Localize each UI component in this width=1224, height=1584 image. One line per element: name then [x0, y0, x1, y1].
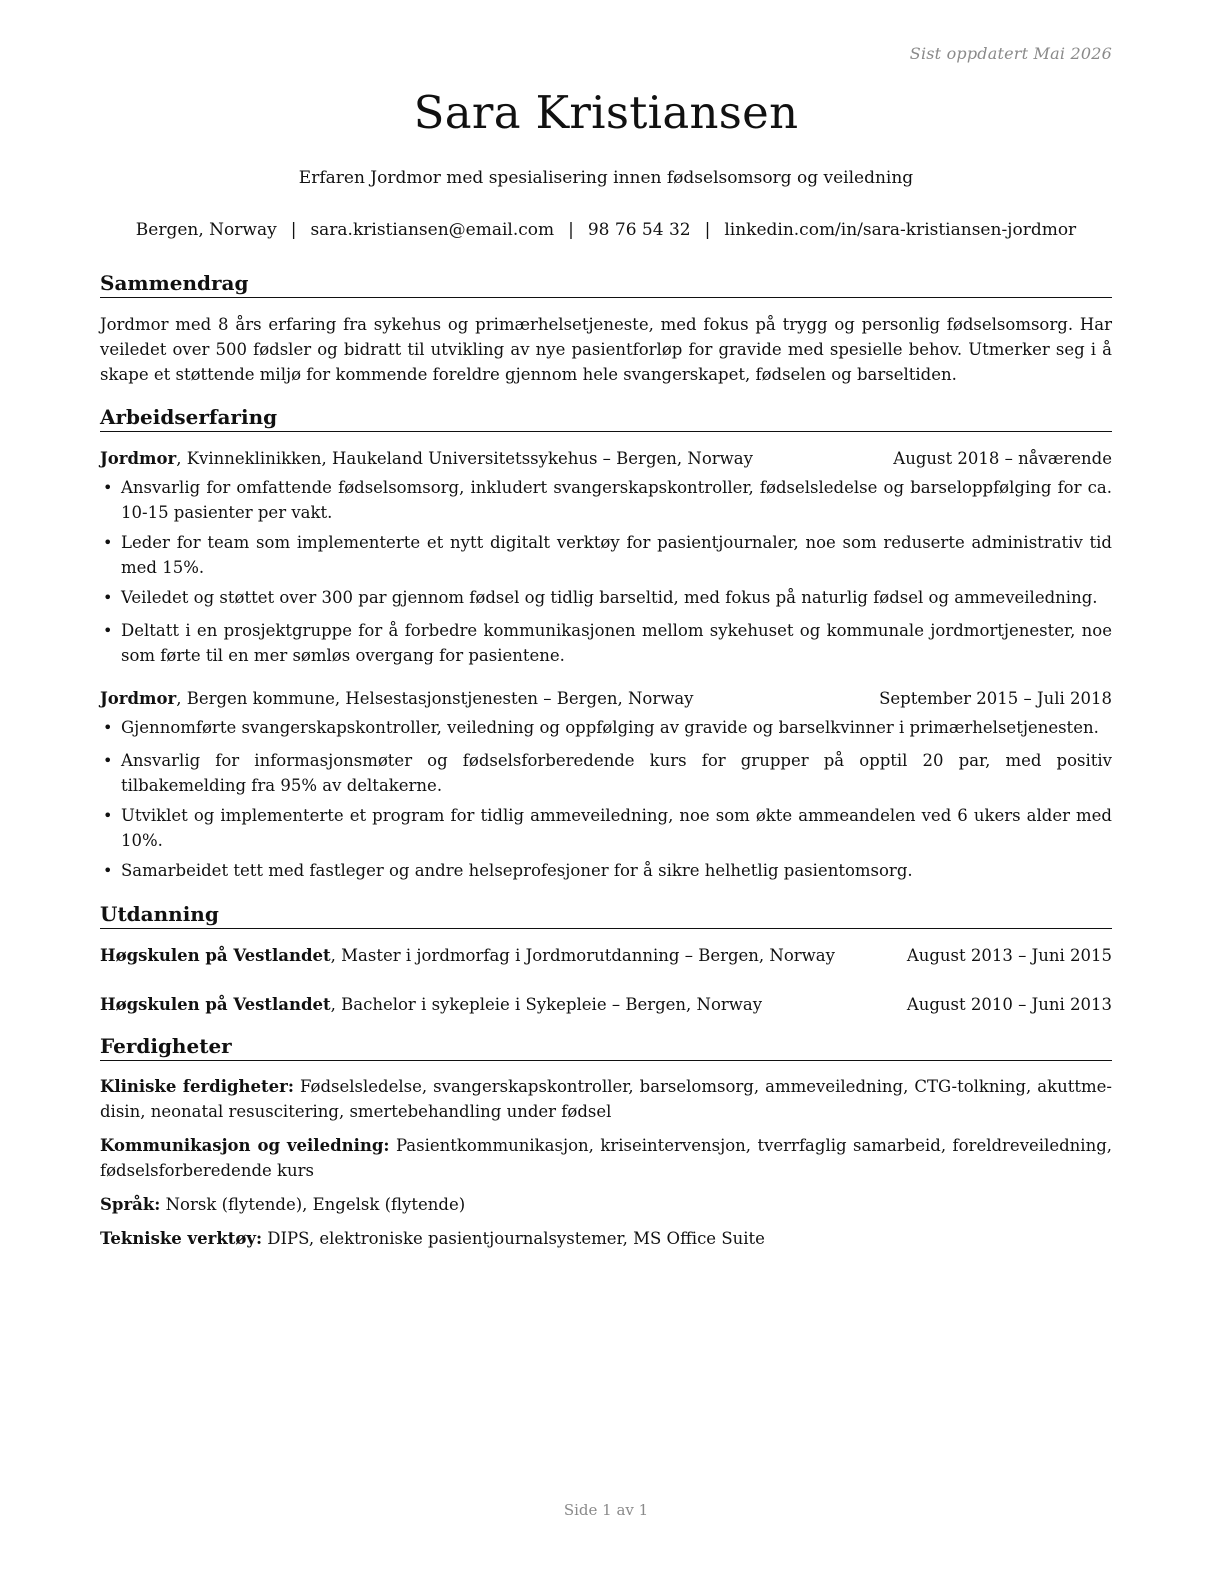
job-position — [100, 686, 872, 711]
section-title-experience: Arbeidserfaring — [100, 404, 1112, 432]
education-school: Høgskulen på Vestlandet — [100, 995, 331, 1014]
job-bullet: • Gjennomførte svangerskapskontroller, veiledning og oppfølging av gravide og barselkvinner i primærhelsetjenesten. — [100, 715, 1112, 740]
job-entry — [100, 446, 1112, 668]
education-program — [100, 992, 762, 1017]
education-dates: August 2010 – Juni 2013 — [906, 995, 1112, 1014]
job-entry — [100, 686, 1112, 883]
skill-value: Pasientkommunikasjon, kriseintervensjon, tverrfaglig samarbeid, foreldreveiledning, fødselsforberedende kurs — [100, 1136, 1113, 1180]
job-bullet: • Ansvarlig for informasjonsmøter og fødselsforberedende kurs for grupper på opptil 20 par, med positiv tilbakemelding fra 95% av deltakerne. — [100, 748, 1112, 798]
job-bullets — [100, 475, 1112, 668]
last-updated: Sist oppdatert Mai 2026 — [909, 44, 1112, 63]
contact-separator: | — [568, 220, 574, 240]
job-title: Jordmor — [100, 449, 177, 468]
skills-list — [100, 1074, 1112, 1251]
contact-phone: 98 76 54 32 — [587, 220, 691, 240]
skill-label: Språk: — [100, 1195, 161, 1214]
summary-text: Jordmor med 8 års erfaring fra sykehus og primærhelsetjeneste, med fokus på trygg og personlig fødselsomsorg. Har veiledet over 500 fødsler og bidratt til utvikling av nye pasientforløp for gravide med spesielle behov. Utmerker seg i å skape et støttende miljø for kommende foreldre gjennom hele svangerskapet, fødselen og barseltiden. — [100, 315, 1112, 384]
candidate-name: Sara Kristiansen — [413, 86, 799, 139]
job-employer: , Bergen kommune, Helsestasjonstjenesten – Bergen, Norway — [176, 689, 694, 708]
education-dates: August 2013 – Juni 2015 — [906, 946, 1112, 965]
contact-line — [100, 220, 1112, 240]
section-title-skills: Ferdigheter — [100, 1033, 1112, 1061]
skill-label: Kliniske ferdigheter: — [100, 1077, 294, 1096]
job-bullet: • Leder for team som implementerte et nytt digitalt verktøy for pasientjournaler, noe som reduserte administrativ tid med 15%. — [100, 530, 1112, 580]
contact-separator: | — [290, 220, 297, 240]
job-bullet: • Utviklet og implementerte et program for tidlig ammeveiledning, noe som økte ammeandelen ved 6 ukers alder med 10%. — [100, 803, 1112, 853]
skill-label: Tekniske verktøy: — [100, 1229, 263, 1248]
contact-email[interactable]: sara.kristiansen@email.com — [310, 220, 555, 240]
resume-content — [100, 270, 1112, 1260]
job-bullet: • Veiledet og støttet over 300 par gjennom fødsel og tidlig barseltid, med fokus på naturlig fødsel og ammeveiledning. — [100, 585, 1112, 610]
job-bullet: • Ansvarlig for omfattende fødselsomsorg, inkludert svangerskapskontroller, fødselsledelse og barseloppfølging for ca. 10-15 pasienter per vakt. — [100, 475, 1112, 525]
job-employer: , Kvinneklinikken, Haukeland Universitetssykehus – Bergen, Norway — [176, 449, 753, 468]
skill-group — [100, 1226, 1112, 1251]
section-title-education: Utdanning — [100, 901, 1112, 929]
education-school: Høgskulen på Vestlandet — [100, 946, 331, 965]
job-dates: September 2015 – Juli 2018 — [879, 689, 1112, 708]
education-program — [100, 943, 835, 968]
skill-value: DIPS, elektroniske pasientjournalsystemer, MS Office Suite — [262, 1229, 765, 1248]
skill-group — [100, 1074, 1112, 1124]
skill-group — [100, 1192, 1112, 1217]
skill-label: Kommunikasjon og veiledning: — [100, 1136, 390, 1155]
resume-page — [100, 0, 1112, 1584]
contact-separator: | — [704, 220, 711, 240]
education-degree: , Master i jordmorfag i Jordmorutdanning – Bergen, Norway — [330, 946, 835, 965]
job-bullet: • Deltatt i en prosjektgruppe for å forbedre kommunikasjonen mellom sykehuset og kommunale jordmortjenester, noe som førte til en mer sømløs overgang for pasientene. — [100, 618, 1112, 668]
skill-value: Fødselsledelse, svangerskapskontroller, barselomsorg, ammeveiledning, CTG-tolkning, akuttmedisin, neonatal resuscitering, smertebehandling under fødsel — [100, 1077, 1112, 1121]
skill-group — [100, 1133, 1112, 1183]
job-bullets — [100, 715, 1112, 883]
section-title-summary: Sammendrag — [100, 270, 1112, 298]
job-position — [100, 446, 893, 471]
skill-value: Norsk (flytende), Engelsk (flytende) — [160, 1195, 466, 1214]
headline: Erfaren Jordmor med spesialisering innen fødselsomsorg og veiledning — [298, 168, 914, 188]
education-entry — [100, 992, 1112, 1017]
contact-location: Bergen, Norway — [135, 220, 277, 240]
job-header — [100, 446, 1112, 471]
job-header — [100, 686, 1112, 711]
page-number: Side 1 av 1 — [563, 1501, 649, 1519]
job-title: Jordmor — [100, 689, 177, 708]
contact-linkedin[interactable]: linkedin.com/in/sara-kristiansen-jordmor — [724, 220, 1077, 240]
job-bullet: • Samarbeidet tett med fastleger og andre helseprofesjoner for å sikre helhetlig pasientomsorg. — [100, 858, 1112, 883]
education-entry — [100, 943, 1112, 968]
education-degree: , Bachelor i sykepleie i Sykepleie – Bergen, Norway — [330, 995, 763, 1014]
job-dates: August 2018 – nåværende — [893, 449, 1112, 468]
